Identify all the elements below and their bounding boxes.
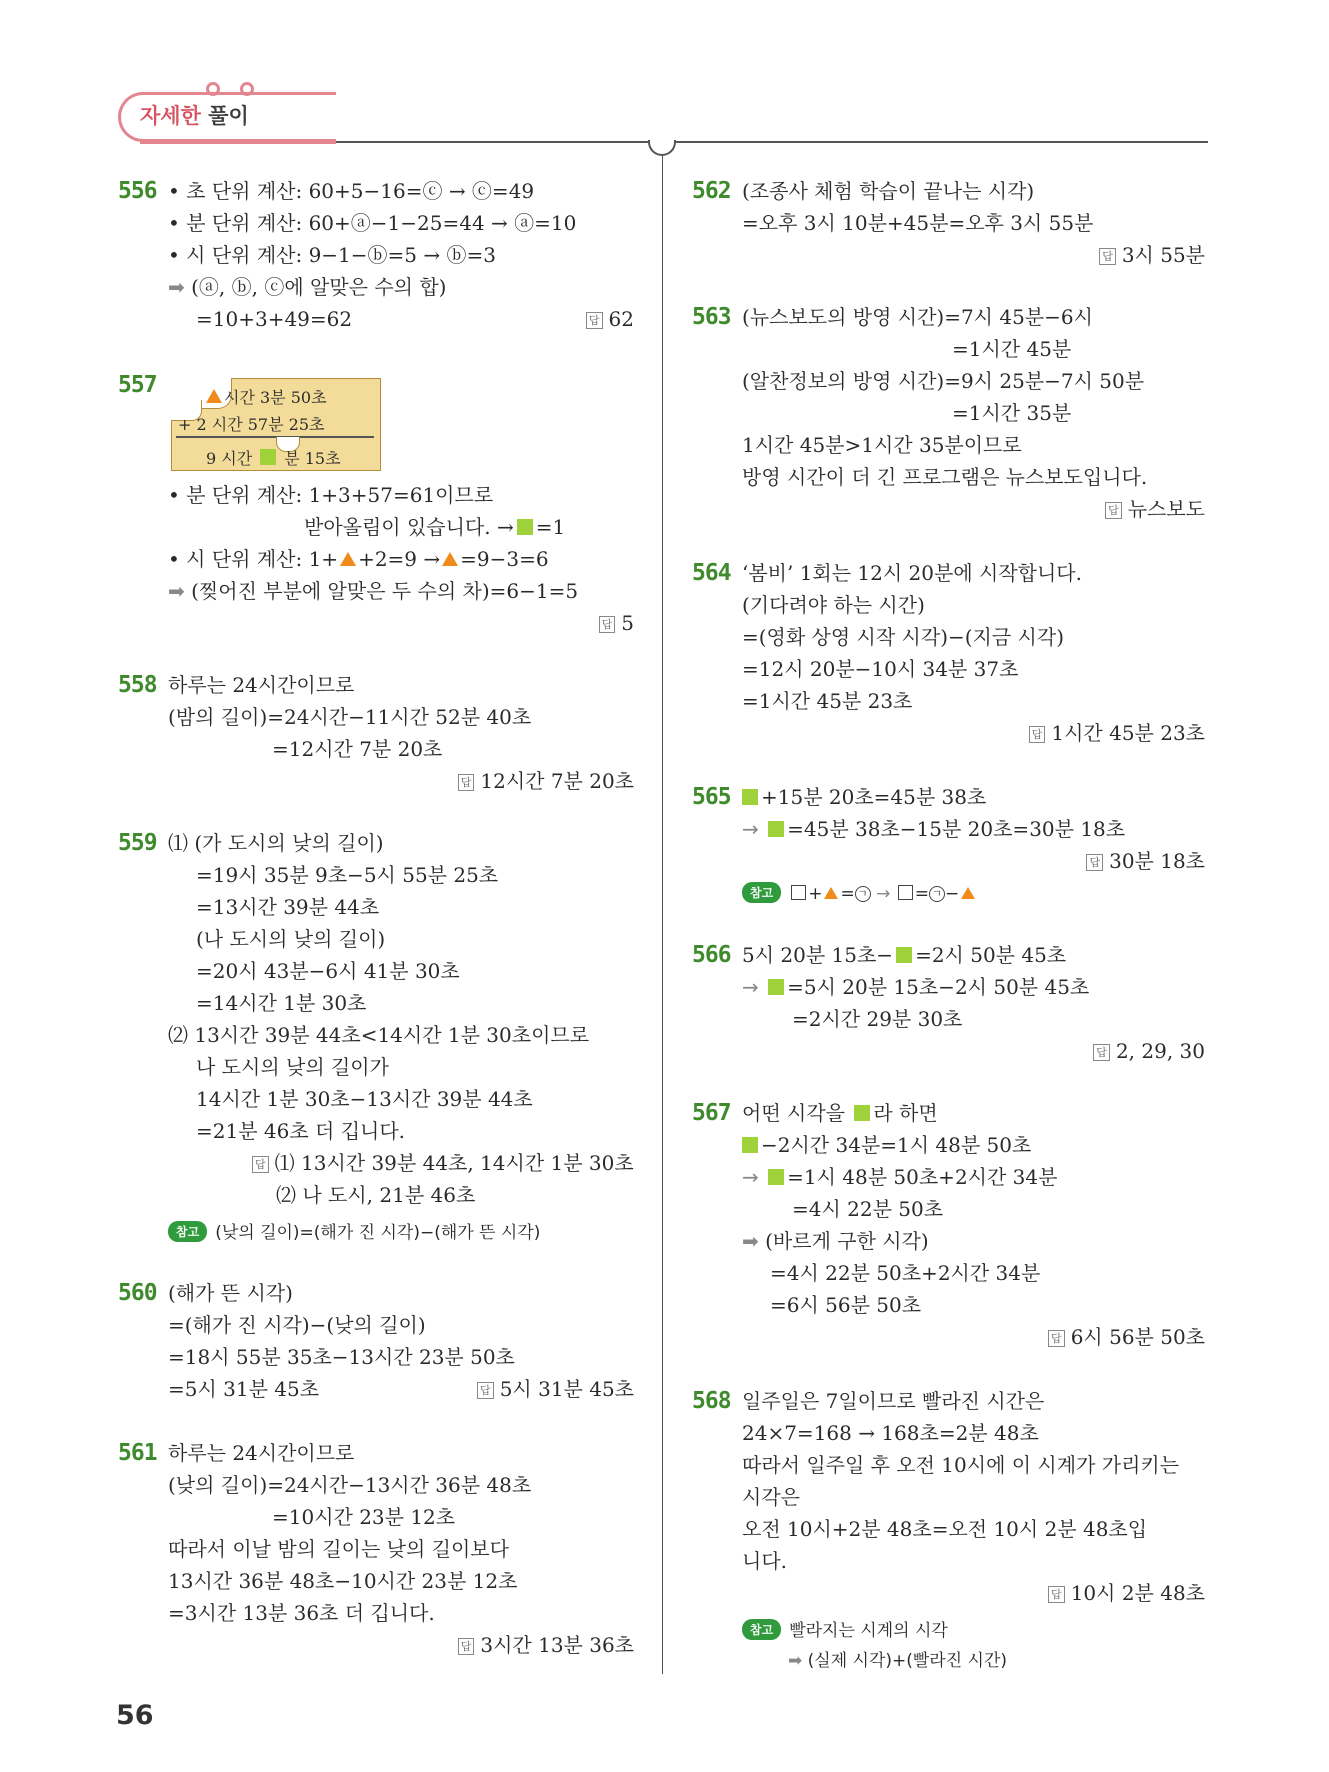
solution-line: • 초 단위 계산: 60+5−16=ⓒ → ⓒ=49 <box>168 179 535 203</box>
solution-line: ➡ (찢어진 부분에 알맞은 두 수의 차)=6−1=5 <box>168 579 579 603</box>
calc-row: 시간 3분 50초 <box>204 385 327 408</box>
reference-note: 참고 빨라지는 시계의 시각 <box>742 1616 948 1641</box>
solution-line: • 시 단위 계산: 9−1−ⓑ=5 → ⓑ=3 <box>168 243 496 267</box>
reference-badge: 참고 <box>168 1221 207 1242</box>
problem-number: 563 <box>692 304 731 330</box>
solution-line: 따라서 일주일 후 오전 10시에 이 시계가 가리키는 <box>742 1453 1180 1477</box>
solution-line: 하루는 24시간이므로 <box>168 1441 355 1465</box>
answer: 답 30분 18초 <box>1086 848 1205 874</box>
solution-line: =1시간 45분 <box>952 337 1072 361</box>
solution-line: 오전 10시+2분 48초=오전 10시 2분 48초입 <box>742 1517 1148 1541</box>
square-icon <box>768 979 784 995</box>
square-icon <box>517 519 533 535</box>
answer: 답 5시 31분 45초 <box>477 1376 634 1402</box>
solution-line: =1시간 35분 <box>952 401 1072 425</box>
solution-line: 1시간 45분>1시간 35분이므로 <box>742 433 1022 457</box>
problem-number: 560 <box>118 1280 157 1306</box>
solution-line: =4시 22분 50초+2시간 34분 <box>770 1261 1041 1285</box>
solution-line: 시각은 <box>742 1485 800 1509</box>
problem-number: 556 <box>118 178 157 204</box>
answer-mark: 답 <box>1093 1044 1110 1061</box>
solution-line: 나 도시의 낮의 길이가 <box>196 1055 389 1079</box>
reference-note: 참고 (낮의 길이)=(해가 진 시각)−(해가 뜬 시각) <box>168 1218 540 1243</box>
answer: 답 10시 2분 48초 <box>1048 1580 1205 1606</box>
solution-line: =2시간 29분 30초 <box>792 1007 963 1031</box>
square-icon <box>896 947 912 963</box>
solution-line: =(해가 진 시각)−(낮의 길이) <box>168 1313 426 1337</box>
empty-square-icon <box>898 885 913 900</box>
solution-line: (기다려야 하는 시간) <box>742 593 925 617</box>
solution-line: −2시간 34분=1시 48분 50초 <box>742 1132 1031 1158</box>
solution-line: (알찬정보의 방영 시간)=9시 25분−7시 50분 <box>742 369 1145 393</box>
solution-line: =5시 31분 45초 <box>168 1377 320 1401</box>
solution-line: (나 도시의 낮의 길이) <box>196 927 386 951</box>
answer: 답 ⑴ 13시간 39분 44초, 14시간 1분 30초 <box>252 1150 634 1176</box>
arrow-icon: ➡ <box>168 579 185 603</box>
empty-square-icon <box>791 885 806 900</box>
answer-mark: 답 <box>599 616 616 633</box>
answer: 답 1시간 45분 23초 <box>1029 720 1205 746</box>
answer: 답 6시 56분 50초 <box>1048 1324 1205 1350</box>
problem-number: 559 <box>118 830 157 856</box>
problem-number: 564 <box>692 560 731 586</box>
calc-row: + 2 시간 57분 25초 <box>178 415 325 434</box>
calc-row: 9 시간 분 15초 <box>206 449 341 468</box>
solution-line: =3시간 13분 36초 더 깁니다. <box>168 1601 435 1625</box>
answer-mark: 답 <box>586 312 603 329</box>
header-rule <box>336 141 658 143</box>
solution-line: =12시 20분−10시 34분 37초 <box>742 657 1019 681</box>
square-icon <box>854 1105 870 1121</box>
solution-line: (조종사 체험 학습이 끝나는 시각) <box>742 179 1035 203</box>
solution-line: =20시 43분−6시 41분 30초 <box>196 959 460 983</box>
reference-badge: 참고 <box>742 1619 781 1640</box>
page-number: 56 <box>116 1700 154 1731</box>
solution-line: 13시간 36분 48초−10시간 23분 12초 <box>168 1569 518 1593</box>
solution-line: =4시 22분 50초 <box>792 1197 944 1221</box>
solution-line: 방영 시간이 더 긴 프로그램은 뉴스보도입니다. <box>742 465 1148 489</box>
square-icon <box>768 821 784 837</box>
solution-line: =14시간 1분 30초 <box>196 991 367 1015</box>
solution-line: =1시간 45분 23초 <box>742 689 913 713</box>
problem-number: 562 <box>692 178 731 204</box>
problem-number: 568 <box>692 1388 731 1414</box>
solution-line: ⑴ (가 도시의 낮의 길이) <box>168 831 384 855</box>
square-icon <box>768 1169 784 1185</box>
solution-line: =12시간 7분 20초 <box>272 737 443 761</box>
solution-line: =10+3+49=62 <box>196 307 353 331</box>
solution-line: =6시 56분 50초 <box>770 1293 922 1317</box>
answer: 답 12시간 7분 20초 <box>458 768 634 794</box>
solution-line: • 시 단위 계산: 1+ +2=9 → =9−3=6 <box>168 547 549 571</box>
answer-mark: 답 <box>458 1638 475 1655</box>
square-icon <box>742 1137 758 1153</box>
solution-line: (뉴스보도의 방영 시간)=7시 45분−6시 <box>742 305 1093 329</box>
solution-line: 따라서 이날 밤의 길이는 낮의 길이보다 <box>168 1537 509 1561</box>
solution-line: 받아올림이 있습니다. → =1 <box>304 515 566 539</box>
triangle-icon <box>442 552 458 566</box>
solution-line: =13시간 39분 44초 <box>196 895 380 919</box>
answer: 답 3시 55분 <box>1099 242 1205 268</box>
problem-number: 561 <box>118 1440 157 1466</box>
solution-line: =21분 46초 더 깁니다. <box>196 1119 406 1143</box>
answer-mark: 답 <box>477 1382 494 1399</box>
solution-line: (낮의 길이)=24시간−13시간 36분 48초 <box>168 1473 532 1497</box>
answer: 답 뉴스보도 <box>1105 496 1205 522</box>
reference-note: 참고 + = ㄱ → = ㄱ − <box>742 882 977 904</box>
solution-line: 5시 20분 15초− =2시 50분 45초 <box>742 943 1067 967</box>
arrow-icon: → <box>742 1165 759 1189</box>
solution-line: ➡ (ⓐ, ⓑ, ⓒ에 알맞은 수의 합) <box>168 275 447 299</box>
arrow-icon: ➡ <box>742 1229 759 1253</box>
circled-a-icon: ㄱ <box>929 886 945 902</box>
problem-number: 557 <box>118 372 157 398</box>
answer-mark: 답 <box>458 774 475 791</box>
answer: 답 2, 29, 30 <box>1093 1038 1205 1064</box>
solution-line: → =45분 38초−15분 20초=30분 18초 <box>742 817 1126 841</box>
solution-line: 일주일은 7일이므로 빨라진 시간은 <box>742 1389 1045 1413</box>
solution-line: 어떤 시각을 라 하면 <box>742 1101 938 1125</box>
solution-line: =18시 55분 35초−13시간 23분 50초 <box>168 1345 515 1369</box>
solution-line: 24×7=168 → 168초=2분 48초 <box>742 1421 1039 1445</box>
triangle-icon <box>824 887 838 899</box>
solution-line: +15분 20초=45분 38초 <box>742 784 986 810</box>
answer: 답 3시간 13분 36초 <box>458 1632 634 1658</box>
reference-badge: 참고 <box>742 882 781 903</box>
solution-line: 14시간 1분 30초−13시간 39분 44초 <box>196 1087 533 1111</box>
solution-line: =오후 3시 10분+45분=오후 3시 55분 <box>742 211 1094 235</box>
problem-number: 566 <box>692 942 731 968</box>
solution-line: =19시 35분 9초−5시 55분 25초 <box>196 863 499 887</box>
solution-line: • 분 단위 계산: 60+ⓐ−1−25=44 → ⓐ=10 <box>168 211 577 235</box>
page-title: 자세한 풀이 <box>140 104 249 128</box>
header-rule-right <box>668 141 1208 143</box>
circled-a-icon: ㄱ <box>855 886 871 902</box>
calc-rule <box>176 436 374 438</box>
solution-line: 하루는 24시간이므로 <box>168 673 355 697</box>
reference-note: ➡ (실제 시각)+(빨라진 시간) <box>788 1651 1008 1671</box>
solution-line: → =5시 20분 15초−2시 50분 45초 <box>742 975 1090 999</box>
answer: 답 62 <box>586 306 634 332</box>
solution-line: (해가 뜬 시각) <box>168 1281 293 1305</box>
answer-mark: 답 <box>1029 726 1046 743</box>
solution-line: ⑵ 13시간 39분 44초<14시간 1분 30초이므로 <box>168 1023 590 1047</box>
arrow-icon: → <box>742 817 759 841</box>
arrow-icon: ➡ <box>168 275 185 299</box>
arrow-icon: → <box>742 975 759 999</box>
triangle-icon <box>340 552 356 566</box>
solution-line: =10시간 23분 12초 <box>272 1505 456 1529</box>
answer-mark: 답 <box>1048 1330 1065 1347</box>
answer-mark: 답 <box>252 1156 269 1173</box>
triangle-icon <box>961 887 975 899</box>
solution-line: =(영화 상영 시작 시각)−(지금 시각) <box>742 625 1064 649</box>
answer: 답 5 <box>599 610 634 636</box>
square-icon <box>742 789 758 805</box>
column-divider <box>662 154 663 1674</box>
answer-mark: 답 <box>1105 502 1122 519</box>
solution-line: ‘봄비’ 1회는 12시 20분에 시작합니다. <box>742 561 1082 585</box>
solution-line: (밤의 길이)=24시간−11시간 52분 40초 <box>168 705 532 729</box>
header-rule-left <box>140 141 336 144</box>
answer-mark: 답 <box>1048 1586 1065 1603</box>
solution-line: • 분 단위 계산: 1+3+57=61이므로 <box>168 483 494 507</box>
solution-line: → =1시 48분 50초+2시간 34분 <box>742 1165 1058 1189</box>
solution-line: ➡ (바르게 구한 시각) <box>742 1229 929 1253</box>
arrow-icon: ➡ <box>788 1651 803 1671</box>
problem-number: 565 <box>692 784 731 810</box>
triangle-icon <box>206 389 222 403</box>
answer-mark: 답 <box>1099 248 1116 265</box>
answer-mark: 답 <box>1086 854 1103 871</box>
square-icon <box>260 449 276 465</box>
problem-number: 567 <box>692 1100 731 1126</box>
problem-number: 558 <box>118 672 157 698</box>
answer: ⑵ 나 도시, 21분 46초 <box>276 1183 476 1207</box>
solution-line: 니다. <box>742 1549 787 1573</box>
